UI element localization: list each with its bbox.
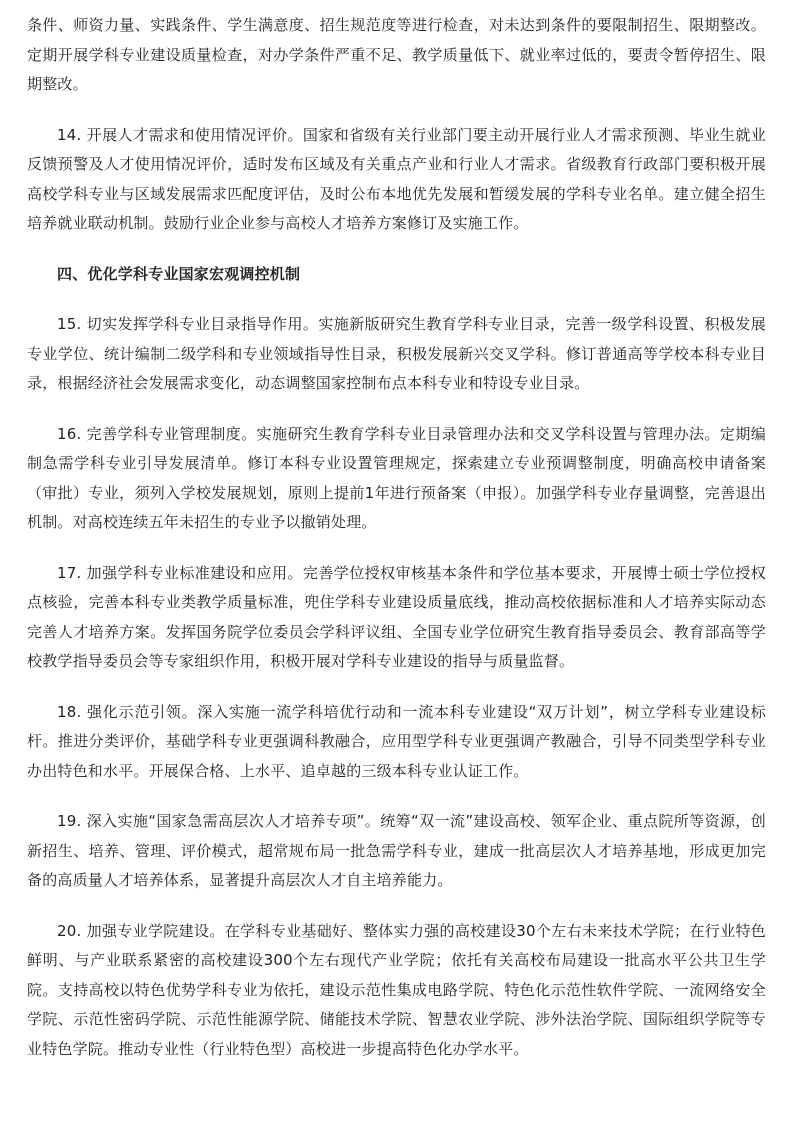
paragraph-gap bbox=[27, 100, 766, 121]
paragraph-continuation: 条件、师资力量、实践条件、学生满意度、招生规范度等进行检查，对未达到条件的要限制招生、限期整改。定期开展学科专业建设质量检查，对办学条件严重不足、教学质量低下、就业率过低的，要责令暂停招生、限期整改。 bbox=[27, 16, 766, 93]
paragraph-gap bbox=[27, 538, 766, 559]
paragraph-gap bbox=[27, 786, 766, 807]
paragraph-item-19: 19. 深入实施“国家急需高层次人才培养专项”。统筹“双一流”建设高校、领军企业、重点院所等资源，创新招生、培养、管理、评价模式，超常规布局一批急需学科专业，建成一批高层次人才培养基地，形成更加完备的高质量人才培养体系，显著提升高层次人才自主培养能力。 bbox=[27, 812, 766, 889]
paragraph-gap bbox=[27, 239, 766, 260]
paragraph-item-17: 17. 加强学科专业标准建设和应用。完善学位授权审核基本条件和学位基本要求，开展博士硕士学位授权点核验，完善本科专业类教学质量标准，兜住学科专业建设质量底线，推动高校依据标准和人才培养实际动态完善人才培养方案。发挥国务院学位委员会学科评议组、全国专业学位研究生教育指导委员会、教育部高等学校教学指导委员会等专家组织作用，积极开展对学科专业建设的指导与质量监督。 bbox=[27, 563, 766, 670]
paragraph-item-18: 18. 强化示范引领。深入实施一流学科培优行动和一流本科专业建设“双万计划”，树立学科专业建设标杆。推进分类评价，基础学科专业更强调科教融合，应用型学科专业更强调产教融合，引导不同类型学科专业办出特色和水平。开展保合格、上水平、追卓越的三级本科专业认证工作。 bbox=[27, 702, 766, 780]
paragraph-item-15: 15. 切实发挥学科专业目录指导作用。实施新版研究生教育学科专业目录，完善一级学科设置、积极发展专业学位、统计编制二级学科和专业领域指导性目录，积极发展新兴交叉学科。修订普通高等学校本科专业目录，根据经济社会发展需求变化，动态调整国家控制布点本科专业和特设专业目录。 bbox=[27, 315, 766, 392]
paragraph-gap bbox=[27, 896, 766, 917]
paragraph-gap bbox=[27, 677, 766, 698]
paragraph-gap bbox=[27, 399, 766, 420]
paragraph-item-20: 20. 加强专业学院建设。在学科专业基础好、整体实力强的高校建设30个左右未来技术学院；在行业特色鲜明、与产业联系紧密的高校建设300个左右现代产业学院；依托有关高校布局建设一批高水平公共卫生学院。支持高校以特色优势学科专业为依托，建设示范性集成电路学院、特色化示范性软件学院、一流网络安全学院、示范性密码学院、示范性能源学院、储能技术学院、智慧农业学院、涉外法治学院、国际组织学院等专业特色学院。推动专业性（行业特色型）高校进一步提高特色化办学水平。 bbox=[27, 921, 766, 1058]
section-heading: 四、优化学科专业国家宏观调控机制 bbox=[57, 264, 301, 283]
paragraph-item-16: 16. 完善学科专业管理制度。实施研究生教育学科专业目录管理办法和交叉学科设置与管理办法。定期编制急需学科专业引导发展清单。修订本科专业设置管理规定，探索建立专业预调整制度，明确高校申请备案（审批）专业，须列入学校发展规划，原则上提前1年进行预备案（申报）。加强学科专业存量调整，完善退出机制。对高校连续五年未招生的专业予以撤销处理。 bbox=[27, 424, 766, 531]
paragraph-gap bbox=[27, 289, 766, 310]
paragraph-item-14: 14. 开展人才需求和使用情况评价。国家和省级有关行业部门要主动开展行业人才需求预测、毕业生就业反馈预警及人才使用情况评价，适时发布区域及有关重点产业和行业人才需求。省级教育行政部门要积极开展高校学科专业与区域发展需求匹配度评估，及时公布本地优先发展和暂缓发展的学科专业名单。建立健全招生培养就业联动机制。鼓励行业企业参与高校人才培养方案修订及实施工作。 bbox=[27, 125, 766, 232]
